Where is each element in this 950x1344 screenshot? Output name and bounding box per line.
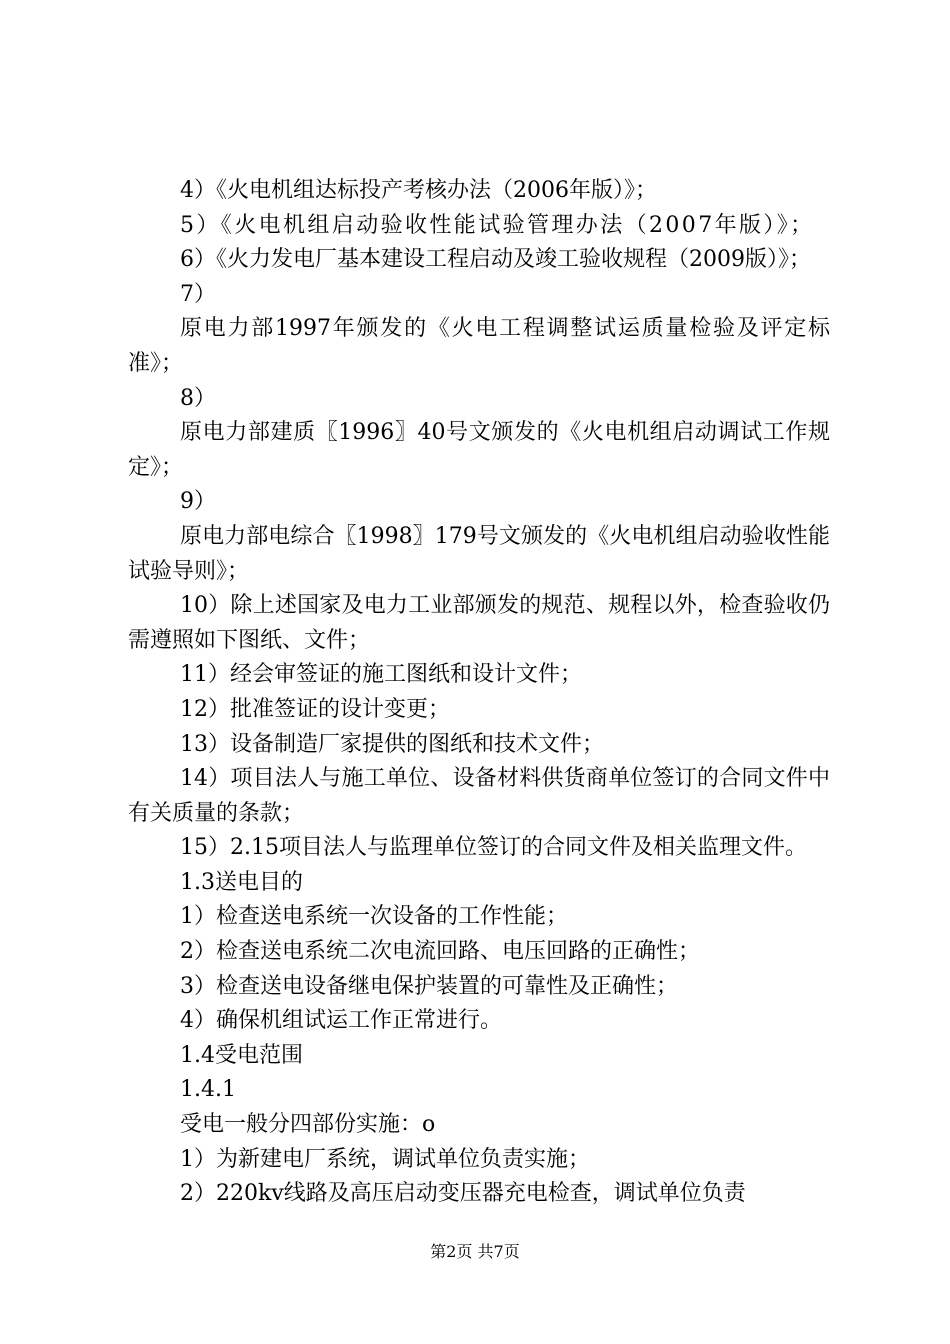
paragraph-8: 9） bbox=[180, 489, 216, 515]
paragraph-6: 8） bbox=[180, 385, 216, 411]
paragraph-23: 受电一般分四部份实施：o bbox=[180, 1112, 436, 1138]
section-heading-1-4-1: 1.4.1 bbox=[180, 1077, 236, 1103]
paragraph-13: 13）设备制造厂家提供的图纸和技术文件； bbox=[180, 731, 604, 757]
paragraph-25: 2）220kv线路及高压启动变压器充电检查，调试单位负责 bbox=[180, 1181, 746, 1207]
paragraph-9: 原电力部电综合〖1998〗179号文颁发的《火电机组启动验收性能试验导则》； bbox=[128, 523, 830, 584]
section-heading-1-3: 1.3送电目的 bbox=[180, 869, 303, 895]
page-footer bbox=[0, 1242, 950, 1262]
paragraph-12: 12）批准签证的设计变更； bbox=[180, 696, 450, 722]
paragraph-14: 14）项目法人与施工单位、设备材料供货商单位签订的合同文件中有关质量的条款； bbox=[128, 766, 830, 826]
paragraph-18: 2）检查送电系统二次电流回路、电压回路的正确性； bbox=[180, 939, 700, 965]
paragraph-17: 1）检查送电系统一次设备的工作性能； bbox=[180, 904, 568, 930]
paragraph-7: 原电力部建质〖1996〗40号文颁发的《火电机组启动调试工作规定》； bbox=[128, 420, 830, 480]
page-number-label: 第2页 共7页 bbox=[430, 1242, 520, 1261]
paragraph-2: 5）《火电机组启动验收性能试验管理办法（2007年版）》； bbox=[180, 212, 815, 238]
section-heading-1-4: 1.4受电范围 bbox=[180, 1042, 303, 1068]
paragraph-19: 3）检查送电设备继电保护装置的可靠性及正确性； bbox=[180, 973, 678, 999]
document-body bbox=[128, 174, 830, 1212]
paragraph-5: 原电力部1997年颁发的《火电工程调整试运质量检验及评定标准》； bbox=[128, 316, 830, 376]
paragraph-24: 1）为新建电厂系统，调试单位负责实施； bbox=[180, 1146, 590, 1172]
paragraph-15: 15）2.15项目法人与监理单位签订的合同文件及相关监理文件。 bbox=[180, 835, 807, 861]
paragraph-4: 7） bbox=[180, 281, 216, 307]
paragraph-3: 6）《火力发电厂基本建设工程启动及竣工验收规程（2009版）》； bbox=[180, 247, 811, 273]
paragraph-1: 4）《火电机组达标投产考核办法（2006年版）》； bbox=[180, 178, 657, 203]
paragraph-10: 10）除上述国家及电力工业部颁发的规范、规程以外，检查验收仍需遵照如下图纸、文件； bbox=[128, 593, 830, 653]
paragraph-11: 11）经会审签证的施工图纸和设计文件； bbox=[180, 662, 582, 688]
paragraph-20: 4）确保机组试运工作正常进行。 bbox=[180, 1008, 502, 1034]
